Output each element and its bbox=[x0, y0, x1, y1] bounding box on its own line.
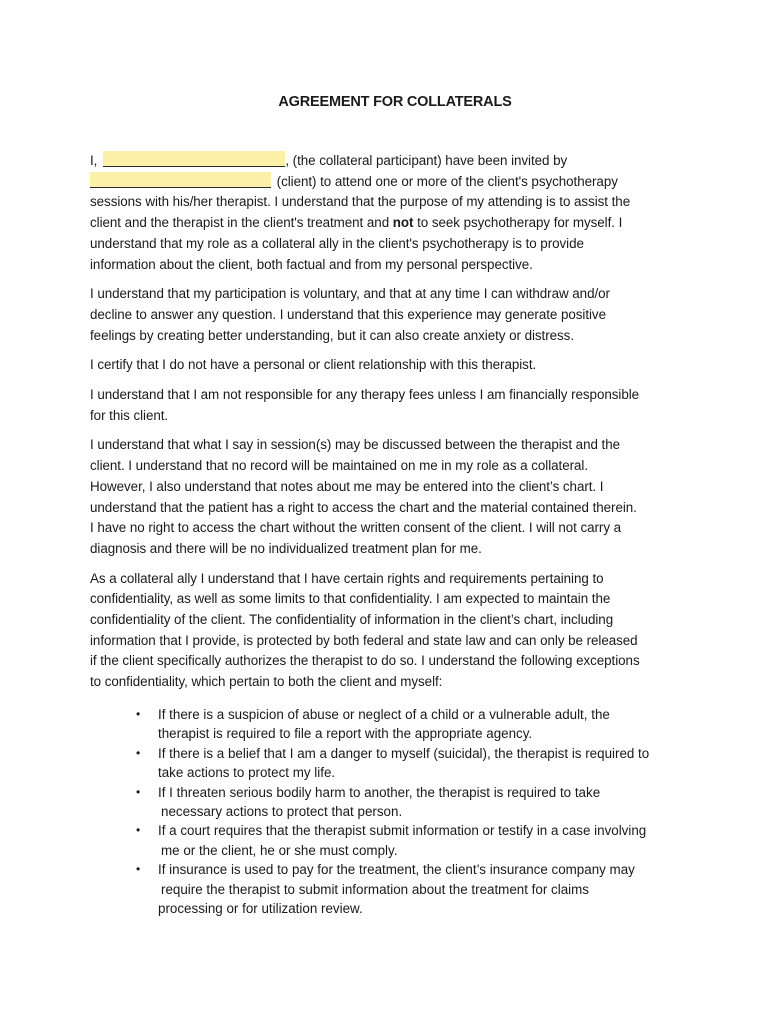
paragraph-line: I certify that I do not have a personal or client relationship with this therapist. bbox=[90, 357, 537, 373]
emphasis-not: not bbox=[392, 215, 414, 231]
paragraph-line: I understand that I am not responsible for any therapy fees unless I am financially responsible bbox=[90, 387, 640, 403]
records-paragraph bbox=[90, 435, 700, 559]
bullet-icon: • bbox=[136, 862, 141, 877]
exception-text: me or the client, he or she must comply. bbox=[161, 842, 398, 858]
confidentiality-paragraph bbox=[90, 569, 700, 693]
paragraph-line: However, I also understand that notes about me may be entered into the client’s chart. I bbox=[90, 478, 604, 494]
exception-text: take actions to protect my life. bbox=[158, 765, 336, 781]
exception-text: If there is a belief that I am a danger to myself (suicidal), the therapist is required to bbox=[158, 745, 650, 761]
bullet-icon: • bbox=[136, 745, 141, 760]
exception-item bbox=[136, 821, 700, 860]
intro-text: , (the collateral participant) have been invited by bbox=[285, 153, 568, 168]
intro-paragraph bbox=[90, 151, 700, 275]
paragraph-line: feelings by creating better understanding, but it can also create anxiety or distress. bbox=[90, 327, 574, 343]
paragraph-line: understand that the patient has a right to access the chart and the material contained therein. bbox=[90, 499, 637, 515]
client-name-field[interactable] bbox=[90, 172, 271, 188]
exception-item bbox=[136, 783, 700, 822]
exception-text: If insurance is used to pay for the treatment, the client’s insurance company may bbox=[158, 862, 635, 878]
intro-text: client and the therapist in the client's treatment and bbox=[90, 215, 393, 231]
paragraph-line: decline to answer any question. I understand that this experience may generate positive bbox=[90, 306, 606, 322]
paragraph-line: confidentiality, as well as some limits to that confidentiality. I am expected to maintain the bbox=[90, 591, 611, 607]
paragraph-line: diagnosis and there will be no individualized treatment plan for me. bbox=[90, 540, 482, 556]
intro-line-3: sessions with his/her therapist. I understand that the purpose of my attending is to assist the bbox=[90, 194, 631, 210]
bullet-icon: • bbox=[136, 706, 141, 721]
intro-line-5: understand that my role as a collateral ally in the client's psychotherapy is to provide bbox=[90, 235, 584, 251]
paragraph-line: I understand that my participation is voluntary, and that at any time I can withdraw and/or bbox=[90, 286, 610, 302]
paragraph-line: information that I provide, is protected by both federal and state law and can only be released bbox=[90, 632, 638, 648]
exception-item bbox=[136, 860, 700, 918]
exception-text: require the therapist to submit information about the treatment for claims bbox=[161, 881, 589, 897]
intro-line-6: information about the client, both factual and from my personal perspective. bbox=[90, 256, 533, 272]
bullet-icon: • bbox=[136, 784, 141, 799]
exception-item bbox=[136, 705, 700, 744]
intro-text: (client) to attend one or more of the client's psychotherapy bbox=[276, 173, 618, 189]
paragraph-line: As a collateral ally I understand that I have certain rights and requirements pertaining to bbox=[90, 570, 604, 586]
intro-line-4 bbox=[90, 213, 700, 234]
intro-line-1 bbox=[90, 151, 700, 172]
document-title: AGREEMENT FOR COLLATERALS bbox=[278, 94, 512, 110]
exception-item bbox=[136, 744, 700, 783]
exception-text: therapist is required to file a report with the appropriate agency. bbox=[158, 726, 533, 742]
intro-text: I, bbox=[90, 153, 98, 168]
participation-paragraph bbox=[90, 284, 700, 346]
certify-paragraph bbox=[90, 355, 700, 376]
paragraph-line: I understand that what I say in session(s) may be discussed between the therapist and the bbox=[90, 437, 620, 453]
exception-text: processing or for utilization review. bbox=[158, 900, 363, 916]
collateral-participant-name-field[interactable] bbox=[103, 151, 285, 167]
paragraph-line: to confidentiality, which pertain to both the client and myself: bbox=[90, 674, 443, 690]
paragraph-line: if the client specifically authorizes the therapist to do so. I understand the following exceptions bbox=[90, 653, 640, 669]
exception-text: necessary actions to protect that person. bbox=[161, 803, 403, 819]
exception-text: If I threaten serious bodily harm to another, the therapist is required to take bbox=[158, 784, 601, 800]
paragraph-line: client. I understand that no record will be maintained on me in my role as a collateral. bbox=[90, 458, 589, 474]
bullet-icon: • bbox=[136, 823, 141, 838]
paragraph-line: for this client. bbox=[90, 407, 169, 423]
exceptions-list bbox=[90, 705, 700, 918]
intro-text: to seek psychotherapy for myself. I bbox=[413, 215, 623, 231]
fees-paragraph bbox=[90, 385, 700, 426]
paragraph-line: I have no right to access the chart without the written consent of the client. I will not carry a bbox=[90, 520, 622, 536]
exception-text: If there is a suspicion of abuse or neglect of a child or a vulnerable adult, the bbox=[158, 706, 610, 722]
paragraph-line: confidentiality of the client. The confidentiality of information in the client’s chart, including bbox=[90, 612, 614, 628]
intro-line-2 bbox=[90, 172, 700, 193]
exception-text: If a court requires that the therapist submit information or testify in a case involving bbox=[158, 823, 647, 839]
